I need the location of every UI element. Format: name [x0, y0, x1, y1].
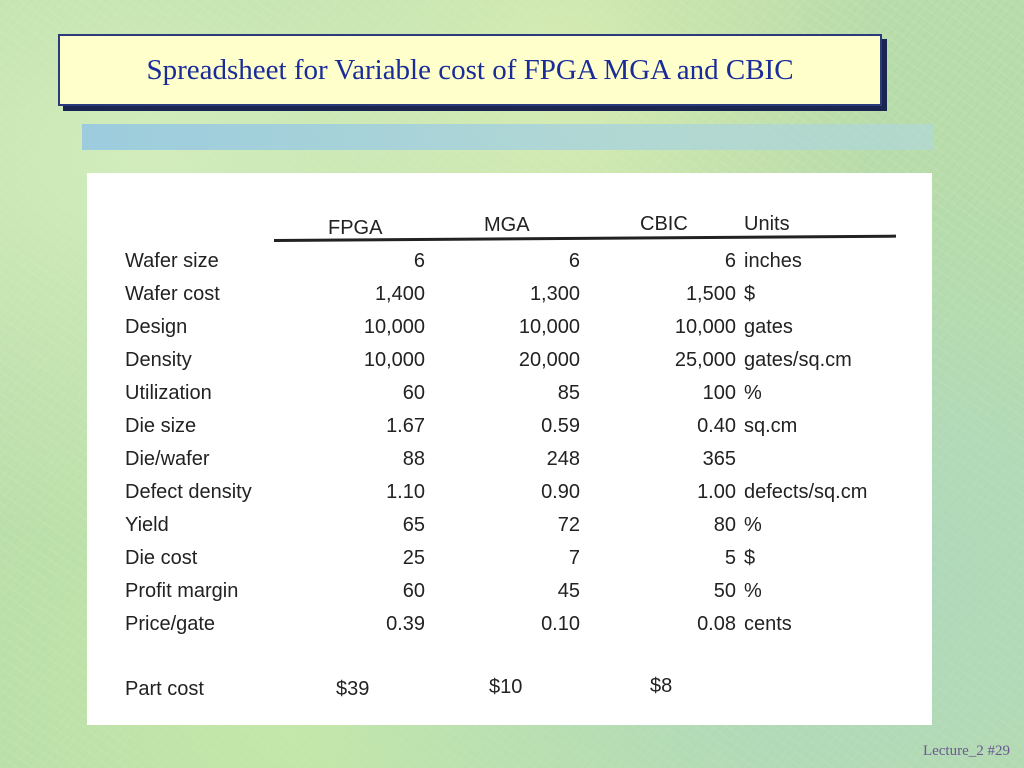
cbic-value: 6 [724, 250, 736, 272]
table-row [87, 542, 932, 575]
fpga-value: 1,400 [374, 283, 425, 305]
row-label: Die cost [125, 547, 198, 569]
part-cost-label: Part cost [125, 678, 204, 700]
row-label: Defect density [125, 481, 252, 503]
row-label: Die/wafer [125, 448, 210, 470]
units-value: defects/sq.cm [744, 481, 868, 503]
table-row [87, 608, 932, 641]
mga-value: 72 [557, 514, 580, 536]
fpga-value: 25 [402, 547, 425, 569]
fpga-value: 6 [413, 250, 425, 272]
mga-value: 0.90 [541, 481, 580, 503]
units-value: inches [744, 250, 802, 272]
fpga-value: 1.10 [386, 481, 425, 503]
cbic-value: 80 [713, 514, 736, 536]
cbic-value: 365 [702, 448, 736, 470]
row-label: Wafer cost [125, 283, 220, 305]
slide-title-box [58, 34, 882, 106]
mga-value: 1,300 [529, 283, 580, 305]
units-value: $ [744, 547, 756, 569]
table-row [87, 476, 932, 509]
row-label: Die size [125, 415, 197, 437]
spreadsheet-image [87, 173, 932, 725]
fpga-value: 88 [402, 448, 425, 470]
table-row [87, 443, 932, 476]
table-row [87, 410, 932, 443]
cbic-value: 25,000 [674, 349, 736, 371]
header-cbic: CBIC [640, 213, 688, 235]
mga-value: 45 [557, 580, 580, 602]
cbic-value: 10,000 [674, 316, 736, 338]
mga-value: 0.10 [541, 613, 580, 635]
units-value: gates/sq.cm [744, 349, 852, 371]
units-value: cents [744, 613, 792, 635]
units-value: gates [744, 316, 793, 338]
cbic-value: 5 [724, 547, 736, 569]
cbic-value: 0.08 [697, 613, 736, 635]
decorative-stripe [82, 124, 934, 150]
table-row [87, 377, 932, 410]
fpga-value: 10,000 [363, 316, 425, 338]
slide-title: Spreadsheet for Variable cost of FPGA MGA and CBIC [146, 53, 794, 86]
units-value: % [744, 382, 762, 404]
mga-value: 248 [546, 448, 580, 470]
cbic-value: 100 [702, 382, 736, 404]
fpga-value: 60 [402, 580, 425, 602]
row-label: Wafer size [125, 250, 219, 272]
part-cost-cbic: $8 [650, 675, 673, 697]
units-value: % [744, 580, 762, 602]
header-fpga: FPGA [328, 217, 383, 239]
mga-value: 85 [557, 382, 580, 404]
units-value: % [744, 514, 762, 536]
units-value: sq.cm [744, 415, 798, 437]
cbic-value: 1,500 [685, 283, 736, 305]
cbic-value: 50 [713, 580, 736, 602]
table-row [87, 509, 932, 542]
header-units: Units [744, 213, 790, 235]
cbic-value: 1.00 [697, 481, 736, 503]
mga-value: 10,000 [518, 316, 580, 338]
fpga-value: 1.67 [386, 415, 425, 437]
fpga-value: 0.39 [386, 613, 425, 635]
fpga-value: 65 [402, 514, 425, 536]
mga-value: 7 [568, 547, 580, 569]
slide-footer: Lecture_2 #29 [922, 743, 1010, 759]
header-mga: MGA [484, 214, 530, 236]
cbic-value: 0.40 [697, 415, 736, 437]
row-label: Profit margin [125, 580, 239, 602]
row-label: Utilization [125, 382, 212, 404]
fpga-value: 60 [402, 382, 425, 404]
row-label: Design [125, 316, 188, 338]
row-label: Price/gate [125, 613, 216, 635]
part-cost-mga: $10 [489, 676, 523, 698]
mga-value: 0.59 [541, 415, 580, 437]
table-row [87, 575, 932, 608]
table-row [87, 245, 932, 278]
mga-value: 20,000 [518, 349, 580, 371]
table-row [87, 278, 932, 311]
table-row [87, 344, 932, 377]
row-label: Yield [125, 514, 169, 536]
fpga-value: 10,000 [363, 349, 425, 371]
row-label: Density [125, 349, 192, 371]
mga-value: 6 [568, 250, 580, 272]
table-row [87, 311, 932, 344]
units-value: $ [744, 283, 756, 305]
part-cost-fpga: $39 [336, 678, 370, 700]
